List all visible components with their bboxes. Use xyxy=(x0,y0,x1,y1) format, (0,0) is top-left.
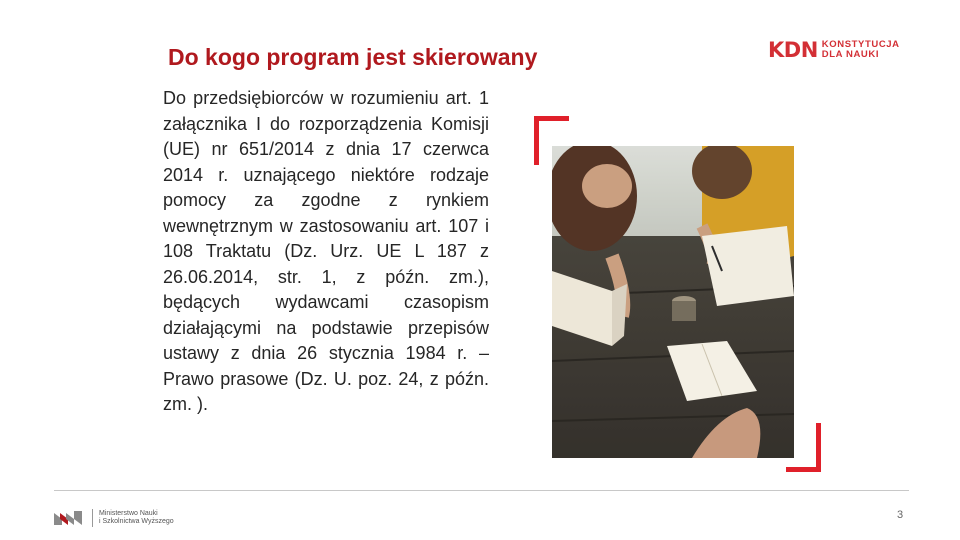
ministry-logo-line1: Ministerstwo Nauki xyxy=(99,510,158,517)
ministry-logo-line2: i Szkolnictwa Wyższego xyxy=(99,518,174,525)
ministry-logo-text xyxy=(99,510,174,526)
kdn-logo xyxy=(768,38,900,62)
slide-title: Do kogo program jest skierowany xyxy=(168,44,538,70)
students-studying-photo xyxy=(552,146,794,458)
ministry-logo-separator xyxy=(92,509,93,527)
ministry-logo xyxy=(54,509,174,527)
kdn-logo-line1: KONSTYTUCJA xyxy=(821,39,900,50)
kdn-logo-line2: DLA NAUKI xyxy=(821,49,880,60)
ministry-emblem-icon xyxy=(54,511,86,525)
footer-divider xyxy=(54,490,909,491)
slide-body-text: Do przedsiębiorców w rozumieniu art. 1 załącznika I do rozporządzenia Komisji (UE) nr 651/2014 z dnia 17 czerwca 2014 r. uznającego niektóre rodzaje pomocy za zgodne z rynkiem wewnętrznym w zastosowaniu art. 107 i 108 Traktatu (Dz. Urz. UE L 187 z 26.06.2014, str. 1, z późn. zm.), będących wydawcami czasopism działającymi na podstawie przepisów ustawy z dnia 26 stycznia 1984 r. – Prawo prasowe (Dz. U. poz. 24, z późn. zm. ). xyxy=(163,88,489,414)
kdn-logo-mark: KDN xyxy=(768,38,818,62)
kdn-logo-text xyxy=(822,40,900,60)
page-number: 3 xyxy=(897,509,904,521)
